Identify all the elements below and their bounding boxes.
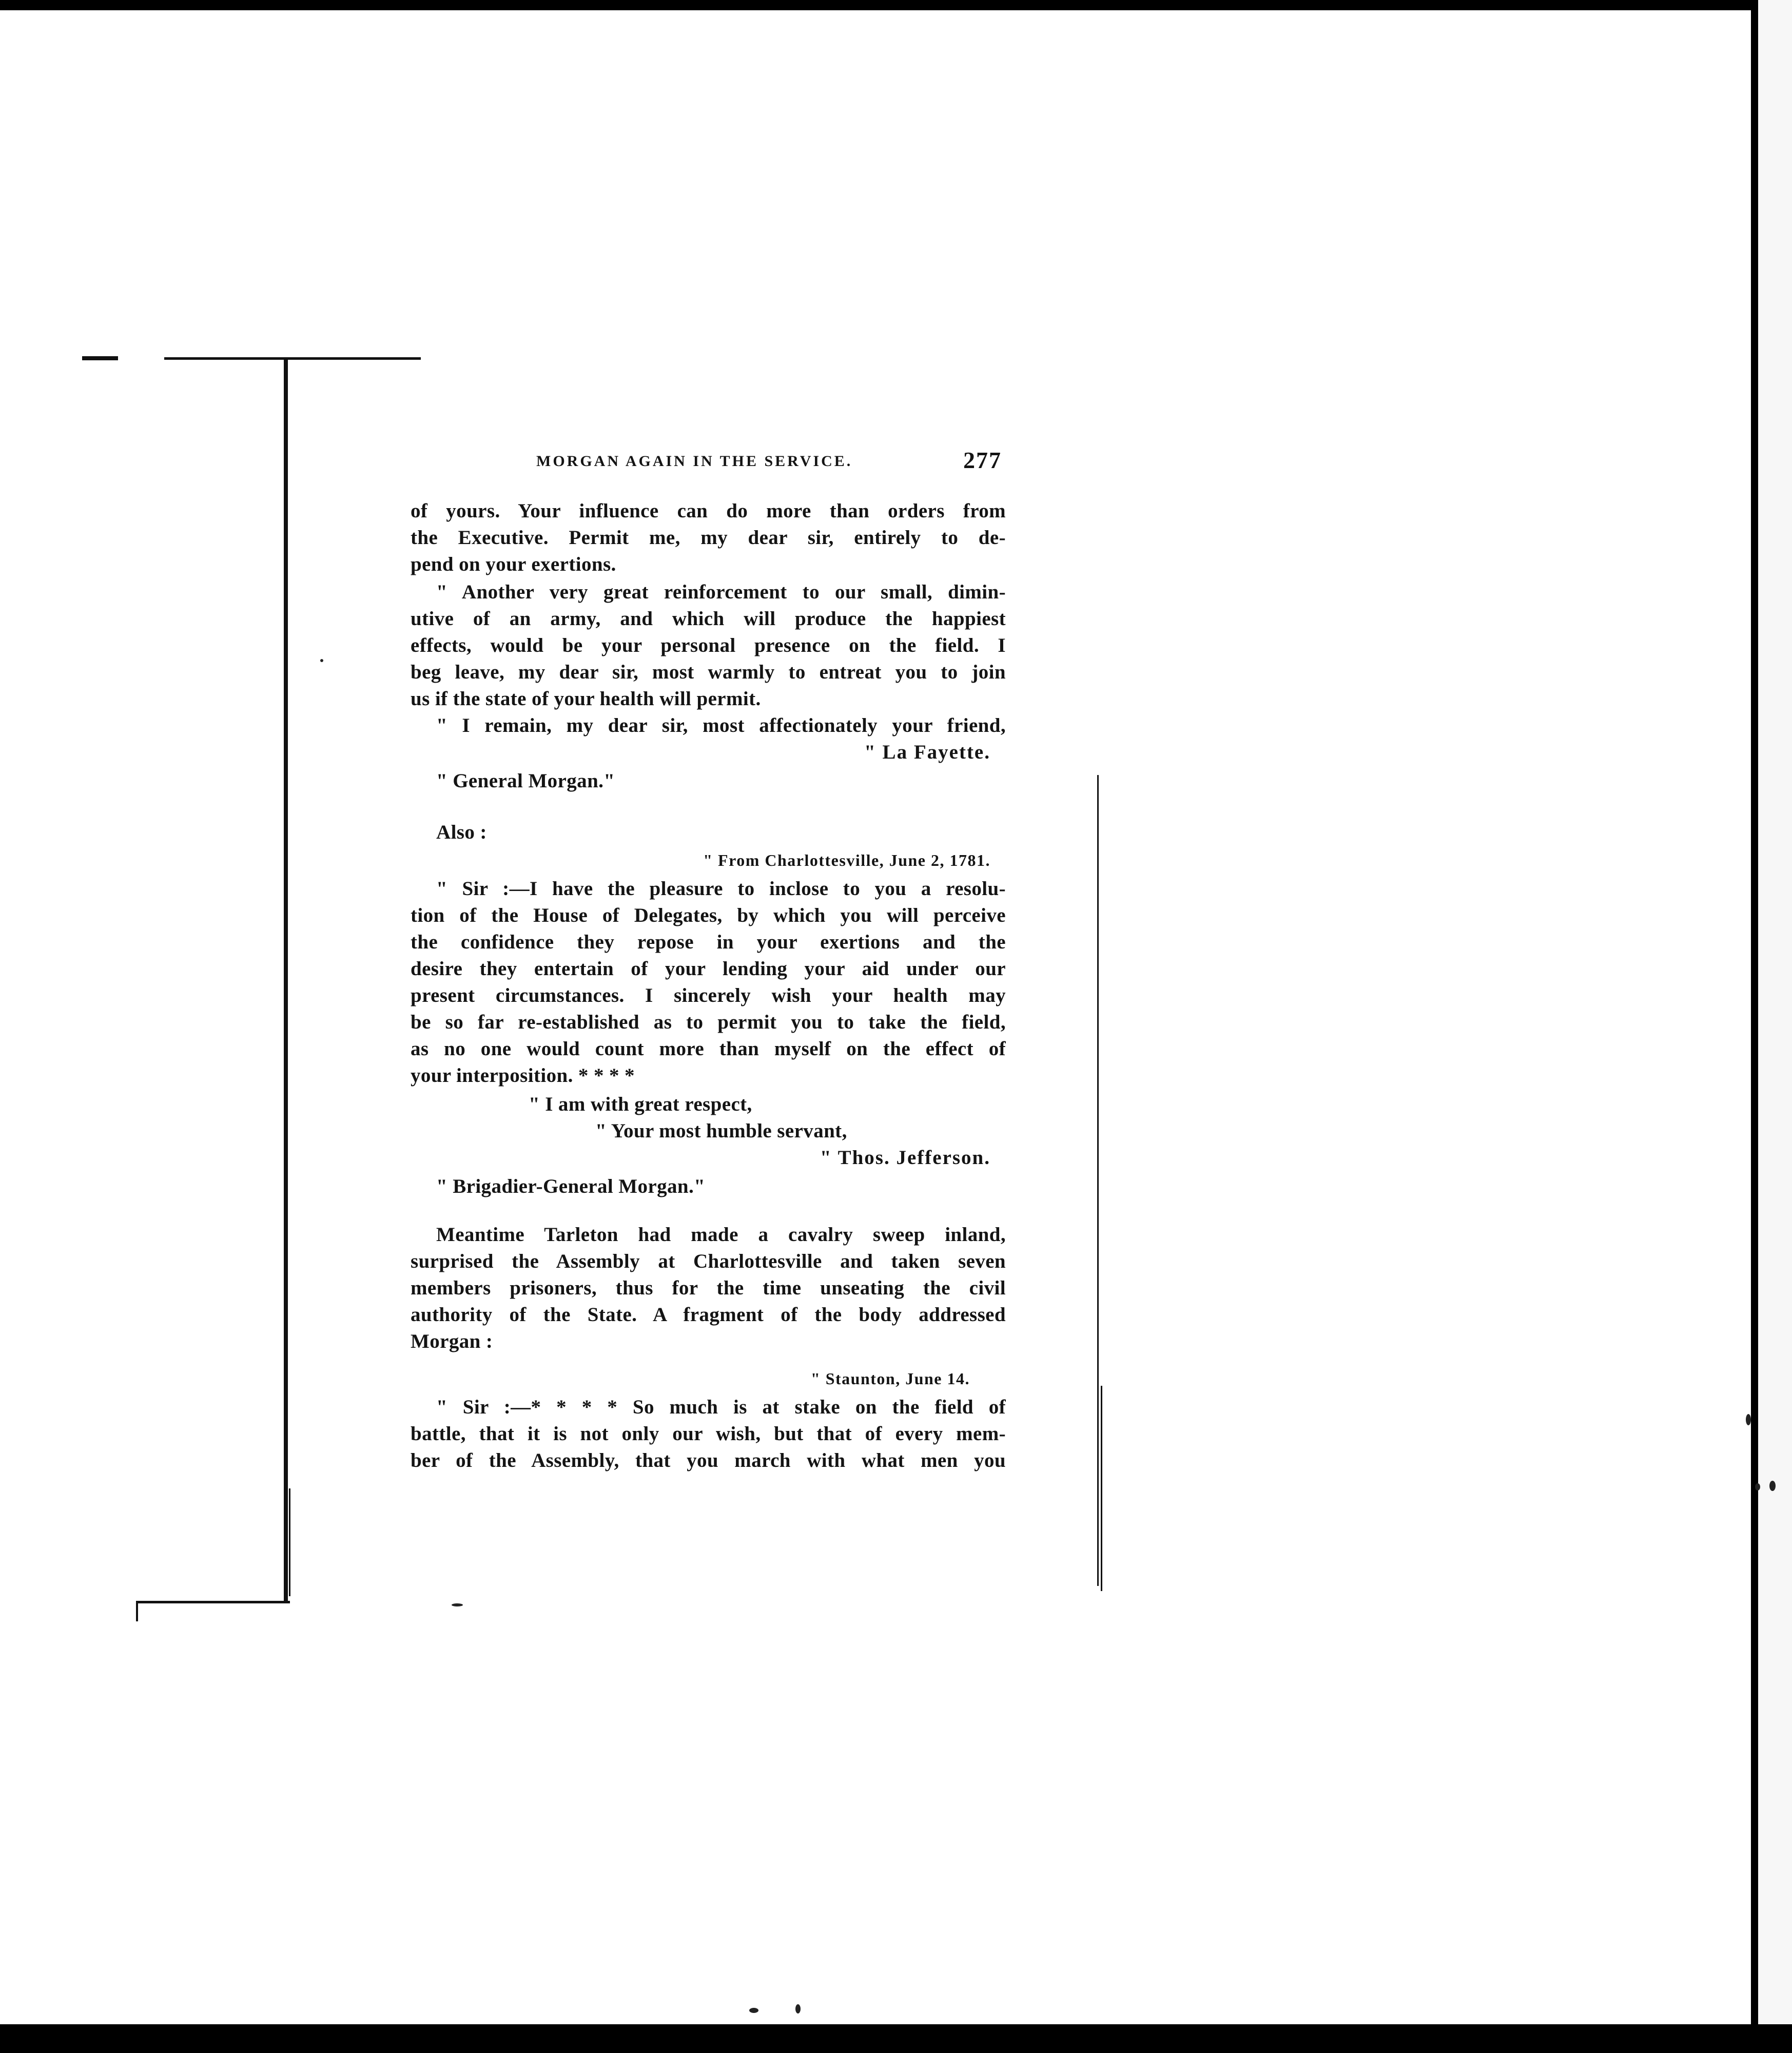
speck — [320, 659, 323, 662]
speck — [749, 2008, 758, 2013]
right-page-edge-lower — [1101, 1386, 1102, 1591]
text-line: be so far re-established as to permit you to take the field, — [411, 1011, 1006, 1033]
text-line: members prisoners, thus for the time unseating the civil — [411, 1277, 1006, 1299]
bottom-rule-tick — [136, 1601, 138, 1621]
signature-la-fayette: " La Fayette. — [864, 741, 990, 763]
speck — [1755, 1483, 1760, 1490]
text-line: authority of the State. A fragment of the body addressed — [411, 1304, 1006, 1326]
closing-line: " I am with great respect, — [529, 1093, 752, 1115]
speck — [1769, 1481, 1776, 1491]
top-rule-left-dash — [82, 356, 118, 360]
addressee-line: " General Morgan." — [436, 770, 615, 792]
text-line: effects, would be your personal presence on the field. I — [411, 634, 1006, 656]
dateline-staunton: " Staunton, June 14. — [810, 1369, 970, 1388]
text-line: " Another very great reinforcement to our small, dimin- — [436, 581, 1006, 603]
right-page-edge — [1097, 775, 1099, 1586]
speck — [452, 1603, 463, 1606]
text-line: the confidence they repose in your exertions and the — [411, 931, 1006, 953]
top-rule — [164, 357, 421, 360]
scan-border-top — [0, 0, 1755, 10]
speck — [1746, 1414, 1751, 1425]
text-line: present circumstances. I sincerely wish your health may — [411, 984, 1006, 1006]
text-line-also: Also : — [436, 821, 487, 843]
text-line: surprised the Assembly at Charlottesville and taken seven — [411, 1250, 1006, 1272]
text-line: " I remain, my dear sir, most affectionately your friend, — [436, 714, 1006, 737]
text-line: us if the state of your health will permit. — [411, 688, 761, 710]
addressee-line: " Brigadier-General Morgan." — [436, 1175, 706, 1197]
text-line: of yours. Your influence can do more than orders from — [411, 500, 1006, 522]
scan-border-bottom — [0, 2024, 1792, 2053]
text-line: utive of an army, and which will produce the happiest — [411, 608, 1006, 630]
text-line: tion of the House of Delegates, by which you will perceive — [411, 904, 1006, 926]
page-number: 277 — [963, 447, 1002, 473]
gutter-rule-vertical — [284, 359, 288, 1601]
text-line: beg leave, my dear sir, most warmly to entreat you to join — [411, 661, 1006, 683]
gutter-rule-vertical-thin — [289, 1488, 290, 1596]
text-line: Morgan : — [411, 1330, 493, 1352]
signature-jefferson: " Thos. Jefferson. — [820, 1147, 990, 1169]
text-line: desire they entertain of your lending your aid under our — [411, 958, 1006, 980]
dateline-charlottesville: " From Charlottesville, June 2, 1781. — [703, 851, 990, 869]
text-line: your interposition. * * * * — [411, 1064, 635, 1087]
text-line: Meantime Tarleton had made a cavalry sweep inland, — [436, 1224, 1006, 1246]
closing-line: " Your most humble servant, — [595, 1120, 847, 1142]
running-head-title: MORGAN AGAIN IN THE SERVICE. — [536, 453, 853, 470]
speck — [795, 2004, 801, 2013]
bottom-rule — [136, 1601, 290, 1603]
running-head — [411, 447, 1006, 477]
text-line: ber of the Assembly, that you march with what men you — [411, 1449, 1006, 1471]
text-line: " Sir :—* * * * So much is at stake on the field of — [436, 1396, 1006, 1418]
text-line: the Executive. Permit me, my dear sir, entirely to de- — [411, 527, 1006, 549]
text-line: " Sir :—I have the pleasure to inclose to you a resolu- — [436, 878, 1006, 900]
scan-border-right — [1751, 0, 1758, 2027]
text-line: as no one would count more than myself on the effect of — [411, 1038, 1006, 1060]
text-line: pend on your exertions. — [411, 553, 616, 575]
text-line: battle, that it is not only our wish, but that of every mem- — [411, 1423, 1006, 1445]
scan-margin-right — [1758, 0, 1792, 2053]
